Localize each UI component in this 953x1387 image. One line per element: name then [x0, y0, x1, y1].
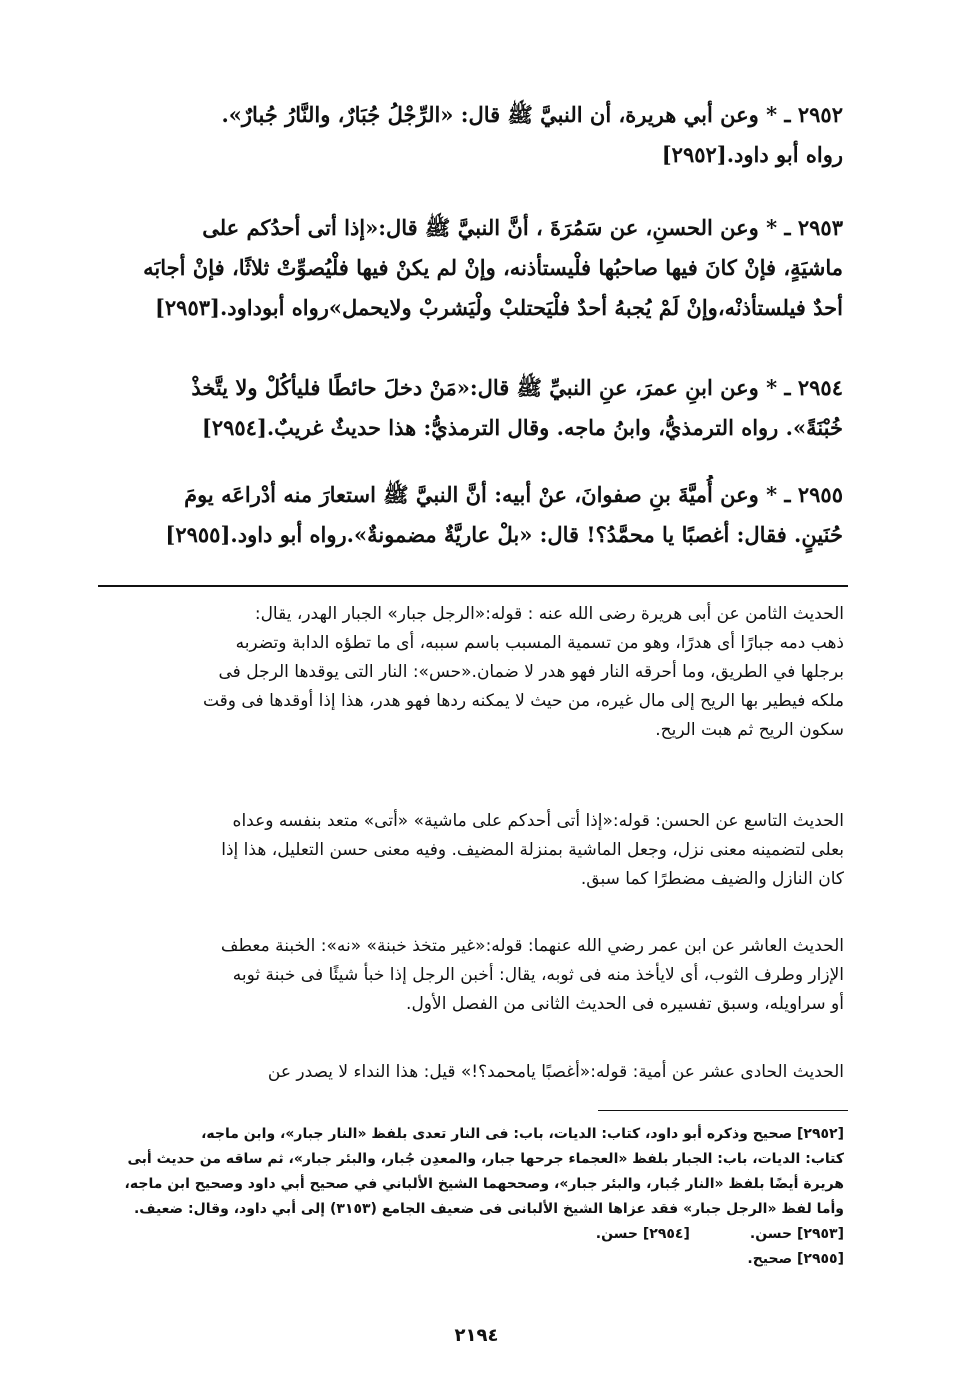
hadith-line: ماشيَةٍ، فإنْ كانَ فيها صاحبُها فلْيستأذنه، وإنْ لم يكنْ فيها فلْيُصوِّتْ ثلاثًا، فإنْ أجابَه — [143, 255, 843, 280]
footnote-grades-row — [98, 1222, 844, 1247]
footnote-line: [٢٩٥٢] صحيح وذكره أبو داود، كتاب: الديات، باب: فى النار تعدى بلفظ «النار جبار»، وابن ماجه، — [201, 1126, 844, 1142]
commentary-hadith-10 — [98, 932, 844, 1019]
commentary-line: ذهب دمه جبارًا أى هدرًا، وهو من تسمية المسبب باسم سببه، أى ما تطؤه الدابة وتضربه — [235, 633, 844, 653]
commentary-hadith-11 — [98, 1058, 844, 1087]
hadith-2952 — [98, 95, 843, 175]
hadith-line: ٢٩٥٣ ـ * وعن الحسنِ، عن سَمُرَةَ ، أنَّ النبيَّ ﷺ قال:«إذا أتى أحدُكم على — [202, 215, 843, 240]
commentary-line: ملكه فيطير بها الريح إلى مال غيره، من حيث لا يمكنه ردها فهو هدر، هذا إذا أوقدها فى وقت — [202, 691, 844, 711]
commentary-line: برجلها في الطريق، وما أحرقه النار فهو هدر لا ضمان.«حس»: النار التى يوقدها الرجل فى — [218, 662, 844, 682]
commentary-line: بعلى لتضمينه معنى نزل، وجعل الماشية بمنزلة المضيف. وفيه معنى حسن التعليل، هذا إذا — [221, 840, 844, 860]
commentary-line: الحديث الثامن عن أبى هريرة رضى الله عنه : قوله:«الرجل جبار» الجبار الهدر، يقال: — [254, 604, 844, 624]
footnote-line: كتاب: الديات، باب: الجبار بلفظ «العجماء جرحها جبار، والمعدِن جُبار، والبئر جبار»، ثم ساقه من حديث أبى — [127, 1151, 844, 1167]
hadith-2955 — [98, 475, 843, 555]
commentary-line: كان النازل والضيف مضطرًا كما سبق. — [580, 869, 844, 889]
commentary-line: الحديث العاشر عن ابن عمر رضي الله عنهما: قوله:«غير متخذ خبنة» «نه»: الخبنة معطف — [220, 936, 844, 956]
hadith-line: حُنَينٍ. فقال: أغصبًا يا محمَّدُ؟! قال: «بلْ عاريَّةٌ مضمونةٌ».رواه أبو داود.[٢٩٥٥] — [165, 522, 843, 547]
commentary-hadith-9 — [98, 807, 844, 894]
hadith-line: أحدٌ فيلستأذنْه،وإنْ لَمْ يُجبهُ أحدٌ فلْيَحتلبْ ولْيَشربْ ولايحمل»رواه أبوداود.[٢٩٥٣] — [154, 295, 843, 320]
footnotes — [98, 1122, 844, 1272]
hadith-2954 — [98, 368, 843, 448]
footnote-grade-2955: [٢٩٥٥] صحيح. — [747, 1251, 844, 1267]
footnote-line: هريرة أيضًا بلفظ «النار جُبار، والبئر جبار»، وصححهما الشيخ الألباني في صحيح أبي داود وصحيح ابن ماجه، — [124, 1176, 844, 1192]
commentary-line: الحديث التاسع عن الحسن: قوله:«إذا أتى أحدكم على ماشية» «أتى» متعد بنفسه وعداه — [232, 811, 844, 831]
page-number: ٢١٩٤ — [454, 1325, 499, 1346]
footnote-divider — [598, 1110, 848, 1111]
section-divider — [98, 585, 848, 587]
footnote-line: وأما لفظ «الرجل جبار» فقد عزاها الشيخ الألبانى فى ضعيف الجامع (٣١٥٣) إلى أبي داود، وقال: ضعيف. — [133, 1201, 844, 1217]
commentary-line: سكون الريح ثم هبت الريح. — [655, 720, 844, 740]
footnote-grade-2953: [٢٩٥٣] حسن. — [749, 1226, 844, 1242]
hadith-2953 — [98, 208, 843, 328]
footnote-grade-2954: [٢٩٥٤] حسن. — [595, 1226, 690, 1242]
hadith-line: ٢٩٥٤ ـ * وعن ابنِ عمرَ، عنِ النبيِّ ﷺ قال:«مَنْ دخلَ حائطًا فليأكُلْ ولا يتَّخذْ — [191, 375, 843, 400]
commentary-line: الإزار وطرف الثوب، أى لايأخذ منه فى ثوبه، يقال: أخبن الرجل إذا خبأ شيئًا فى خبنة ثوبه — [232, 965, 844, 985]
hadith-line: ٢٩٥٢ ـ * وعن أبي هريرة، أن النبيَّ ﷺ قال: «الرِّجْلُ جُبَارٌ، والنَّارُ جُبارٌ». — [221, 102, 843, 127]
hadith-line: ٢٩٥٥ ـ * وعن أُميَّةَ بنِ صفوانَ، عنْ أبيه: أنَّ النبيَّ ﷺ استعارَ منه أدْراعَه يومَ — [184, 482, 843, 507]
commentary-line: الحديث الحادى عشر عن أمية: قوله:«أغصبًا يامحمد؟!» قيل: هذا النداء لا يصدر عن — [267, 1062, 844, 1082]
hadith-line: خُبْنَةً». رواه الترمذيُّ، وابنُ ماجه. وقال الترمذيُّ: هذا حديثٌ غريبٌ.[٢٩٥٤] — [201, 415, 843, 440]
commentary-hadith-8 — [98, 600, 844, 745]
hadith-line: رواه أبو داود.[٢٩٥٢] — [661, 142, 843, 167]
commentary-line: أو سراويله، وسبق تفسيره فى الحديث الثانى من الفصل الأول. — [406, 994, 844, 1014]
